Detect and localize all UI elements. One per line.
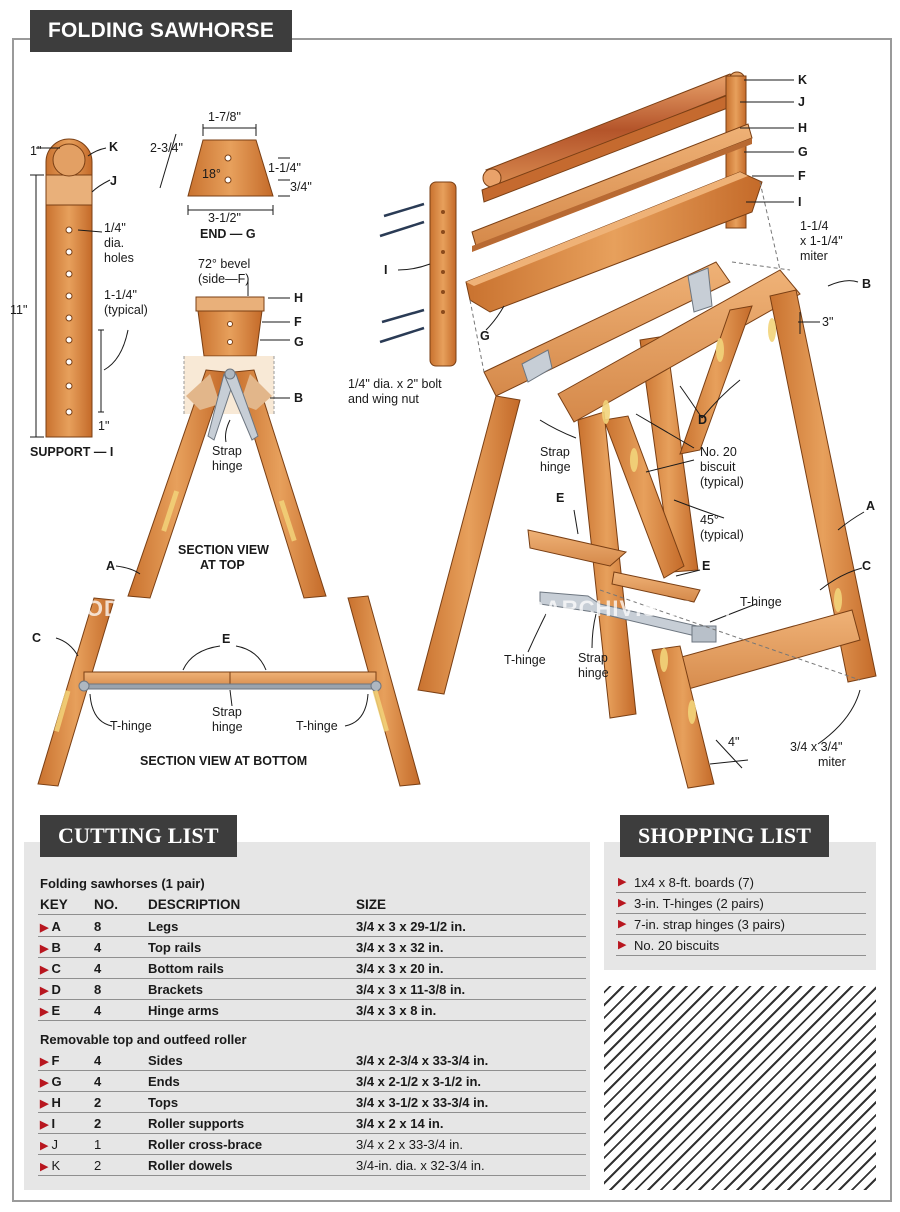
miter-bottom-line2: miter xyxy=(818,755,846,769)
row-quantity: 8 xyxy=(94,982,102,997)
miter-top-line3: miter xyxy=(800,249,828,263)
row-key-text: B xyxy=(51,940,61,955)
section-strap-bottom-line2: hinge xyxy=(212,720,243,734)
biscuit-note-line3: (typical) xyxy=(700,475,744,489)
arrow-icon: ▶ xyxy=(40,985,52,997)
shopping-list-tab: SHOPPING LIST xyxy=(620,815,829,857)
support-dim-height: 11" xyxy=(10,303,28,317)
cutting-row xyxy=(38,958,586,979)
row-size: 3/4 x 2-3/4 x 33-3/4 in. xyxy=(356,1053,489,1068)
support-spacing-line2: (typical) xyxy=(104,303,148,317)
main-strap-upper-line1: Strap xyxy=(540,445,570,459)
row-quantity: 4 xyxy=(94,1074,102,1089)
section-label-a: A xyxy=(106,559,116,573)
support-label-k: K xyxy=(109,140,119,154)
section-label-c: C xyxy=(32,631,42,645)
section-label-e: E xyxy=(222,632,231,646)
shopping-item xyxy=(616,872,866,893)
row-key-text: I xyxy=(51,1116,56,1131)
row-key xyxy=(40,919,61,934)
cutting-row xyxy=(38,1113,586,1134)
row-key-text: K xyxy=(51,1158,61,1173)
cutting-row xyxy=(38,1155,586,1176)
row-key-text: D xyxy=(51,982,61,997)
main-label-b: B xyxy=(862,277,872,291)
shopping-list xyxy=(604,842,876,970)
end-view xyxy=(150,110,312,241)
row-quantity: 4 xyxy=(94,1053,102,1068)
row-key xyxy=(40,940,61,955)
header-no: NO. xyxy=(94,897,119,912)
shopping-item xyxy=(616,914,866,935)
cutting-row xyxy=(38,1050,586,1071)
end-caption: END — G xyxy=(200,227,256,241)
row-description: Top rails xyxy=(148,940,202,955)
watermark-left: WOODARCHIVIST.COM xyxy=(46,596,308,621)
main-label-f: F xyxy=(798,169,806,183)
header-key: KEY xyxy=(40,897,68,912)
main-label-g: G xyxy=(798,145,808,159)
row-size: 3/4 x 3 x 8 in. xyxy=(356,1003,437,1018)
row-key xyxy=(40,1116,55,1131)
cutting-row xyxy=(38,1092,586,1113)
support-holes-line2: dia. xyxy=(104,236,125,250)
row-size: 3/4 x 2 x 33-3/4 in. xyxy=(356,1137,463,1152)
section-bottom-caption: SECTION VIEW AT BOTTOM xyxy=(140,754,308,768)
row-description: Brackets xyxy=(148,982,203,997)
row-key xyxy=(40,1095,61,1110)
main-label-d: D xyxy=(698,413,708,427)
arrow-icon: ▶ xyxy=(40,964,52,976)
row-key xyxy=(40,1137,58,1152)
arrow-icon: ▶ xyxy=(618,897,627,909)
support-spacing-line1: 1-1/4" xyxy=(104,288,137,302)
row-key-text: A xyxy=(51,919,61,934)
section-label-f: F xyxy=(294,315,302,329)
shopping-item-text: 7-in. strap hinges (3 pairs) xyxy=(634,917,786,932)
miter-bottom-line1: 3/4 x 3/4" xyxy=(790,740,843,754)
arrow-icon: ▶ xyxy=(618,918,627,930)
shopping-item xyxy=(616,935,866,956)
cutting-list xyxy=(24,842,590,1190)
row-quantity: 2 xyxy=(94,1116,102,1131)
row-description: Roller dowels xyxy=(148,1158,233,1173)
biscuit-note-line1: No. 20 xyxy=(700,445,737,459)
row-quantity: 2 xyxy=(94,1158,102,1173)
main-label-e2: E xyxy=(702,559,711,573)
row-key xyxy=(40,1074,62,1089)
end-dim-bottom: 3-1/2" xyxy=(208,211,241,225)
main-label-j: J xyxy=(798,95,805,109)
header-desc: DESCRIPTION xyxy=(148,897,241,912)
main-label-i: I xyxy=(798,195,802,209)
cutting-row xyxy=(38,1071,586,1092)
section-strap-line1: Strap xyxy=(212,444,242,458)
arrow-icon: ▶ xyxy=(40,922,52,934)
row-key-text: H xyxy=(51,1095,61,1110)
section-t-hinge-right: T-hinge xyxy=(296,719,338,733)
row-key xyxy=(40,982,61,997)
row-description: Ends xyxy=(148,1074,180,1089)
row-description: Sides xyxy=(148,1053,183,1068)
arrow-icon: ▶ xyxy=(40,1077,52,1089)
row-key-text: G xyxy=(51,1074,62,1089)
section-label-b: B xyxy=(294,391,304,405)
end-dim-top: 1-7/8" xyxy=(208,110,241,124)
main-label-h: H xyxy=(798,121,808,135)
row-size: 3/4 x 3 x 29-1/2 in. xyxy=(356,919,466,934)
row-quantity: 4 xyxy=(94,1003,102,1018)
row-key-text: J xyxy=(51,1137,59,1152)
cutting-section-1: Folding sawhorses (1 pair) xyxy=(40,876,205,891)
row-size: 3/4 x 2 x 14 in. xyxy=(356,1116,444,1131)
support-view xyxy=(10,139,148,459)
row-key xyxy=(40,961,61,976)
main-strap-upper-line2: hinge xyxy=(540,460,571,474)
biscuit-note-line2: biscuit xyxy=(700,460,736,474)
row-description: Bottom rails xyxy=(148,961,224,976)
cutting-row xyxy=(38,979,586,1000)
row-key xyxy=(40,1053,59,1068)
row-size: 3/4 x 2-1/2 x 3-1/2 in. xyxy=(356,1074,482,1089)
cutting-row xyxy=(38,916,586,937)
cutting-row xyxy=(38,937,586,958)
row-quantity: 4 xyxy=(94,961,102,976)
section-strap-bottom-line1: Strap xyxy=(212,705,242,719)
arrow-icon: ▶ xyxy=(40,1161,52,1173)
miter-top-line1: 1-1/4 xyxy=(800,219,829,233)
row-size: 3/4 x 3 x 32 in. xyxy=(356,940,444,955)
shopping-item-text: No. 20 biscuits xyxy=(634,938,720,953)
cutting-row xyxy=(38,1134,586,1155)
row-key-text: C xyxy=(51,961,61,976)
main-label-c: C xyxy=(862,559,872,573)
main-label-k: K xyxy=(798,73,808,87)
row-description: Roller cross-brace xyxy=(148,1137,263,1152)
page-title: FOLDING SAWHORSE xyxy=(30,10,292,52)
row-quantity: 1 xyxy=(94,1137,102,1152)
arrow-icon: ▶ xyxy=(618,939,627,951)
main-t-hinge-right: T-hinge xyxy=(740,595,782,609)
row-description: Tops xyxy=(148,1095,179,1110)
row-key xyxy=(40,1158,60,1173)
section-label-g: G xyxy=(294,335,304,349)
section-top-caption-line1: SECTION VIEW xyxy=(178,543,269,557)
row-key-text: F xyxy=(51,1053,60,1068)
main-dim-4in: 4" xyxy=(728,735,740,749)
support-caption: SUPPORT — I xyxy=(30,445,114,459)
shopping-item-text: 3-in. T-hinges (2 pairs) xyxy=(634,896,764,911)
row-description: Legs xyxy=(148,919,179,934)
section-label-h: H xyxy=(294,291,304,305)
watermark-right: WOODARCHIVIST.COM xyxy=(470,596,732,621)
support-dim-bottom: 1" xyxy=(98,419,110,433)
end-dim-side: 2-3/4" xyxy=(150,141,183,155)
main-strap-lower-line2: hinge xyxy=(578,666,609,680)
shopping-item-text: 1x4 x 8-ft. boards (7) xyxy=(634,875,754,890)
header-size: SIZE xyxy=(356,897,387,912)
bevel-note-line2: (side—F) xyxy=(198,272,250,286)
row-quantity: 8 xyxy=(94,919,102,934)
cutting-section-2: Removable top and outfeed roller xyxy=(40,1032,247,1047)
main-label-i2: I xyxy=(384,263,388,277)
main-strap-lower-line1: Strap xyxy=(578,651,608,665)
section-strap-line2: hinge xyxy=(212,459,243,473)
miter-top-line2: x 1-1/4" xyxy=(800,234,843,248)
row-size: 3/4 x 3-1/2 x 33-3/4 in. xyxy=(356,1095,489,1110)
arrow-icon: ▶ xyxy=(40,943,52,955)
angle-note-line1: 45° xyxy=(700,513,719,527)
arrow-icon: ▶ xyxy=(40,1056,52,1068)
support-dim-top: 1" xyxy=(30,144,42,158)
arrow-icon: ▶ xyxy=(40,1119,52,1131)
cutting-header-row xyxy=(38,894,586,915)
main-dim-3in: 3" xyxy=(822,315,834,329)
cutting-row xyxy=(38,1000,586,1021)
support-holes-line3: holes xyxy=(104,251,134,265)
support-holes-line1: 1/4" xyxy=(104,221,126,235)
main-label-g2: G xyxy=(480,329,490,343)
arrow-icon: ▶ xyxy=(40,1098,52,1110)
row-size: 3/4 x 3 x 20 in. xyxy=(356,961,444,976)
main-view xyxy=(348,72,876,788)
row-key xyxy=(40,1003,60,1018)
cutting-list-tab: CUTTING LIST xyxy=(40,815,237,857)
section-top-caption-line2: AT TOP xyxy=(200,558,245,572)
hatch-panel xyxy=(604,986,876,1190)
row-quantity: 4 xyxy=(94,940,102,955)
row-description: Roller supports xyxy=(148,1116,245,1131)
arrow-icon: ▶ xyxy=(618,876,627,888)
end-dim-angle: 18° xyxy=(202,167,221,181)
arrow-icon: ▶ xyxy=(40,1006,52,1018)
section-t-hinge-left: T-hinge xyxy=(110,719,152,733)
end-dim-hole1: 1-1/4" xyxy=(268,161,301,175)
end-dim-hole2: 3/4" xyxy=(290,180,312,194)
row-size: 3/4-in. dia. x 32-3/4 in. xyxy=(356,1158,485,1173)
arrow-icon: ▶ xyxy=(40,1140,52,1152)
row-size: 3/4 x 3 x 11-3/8 in. xyxy=(356,982,466,997)
main-label-a: A xyxy=(866,499,876,513)
bevel-note-line1: 72° bevel xyxy=(198,257,251,271)
bolt-note-line2: and wing nut xyxy=(348,392,419,406)
main-t-hinge-left: T-hinge xyxy=(504,653,546,667)
row-description: Hinge arms xyxy=(148,1003,219,1018)
angle-note-line2: (typical) xyxy=(700,528,744,542)
row-key-text: E xyxy=(51,1003,61,1018)
row-quantity: 2 xyxy=(94,1095,102,1110)
main-label-e: E xyxy=(556,491,565,505)
shopping-item xyxy=(616,893,866,914)
support-label-j: J xyxy=(110,174,117,188)
bolt-note-line1: 1/4" dia. x 2" bolt xyxy=(348,377,442,391)
